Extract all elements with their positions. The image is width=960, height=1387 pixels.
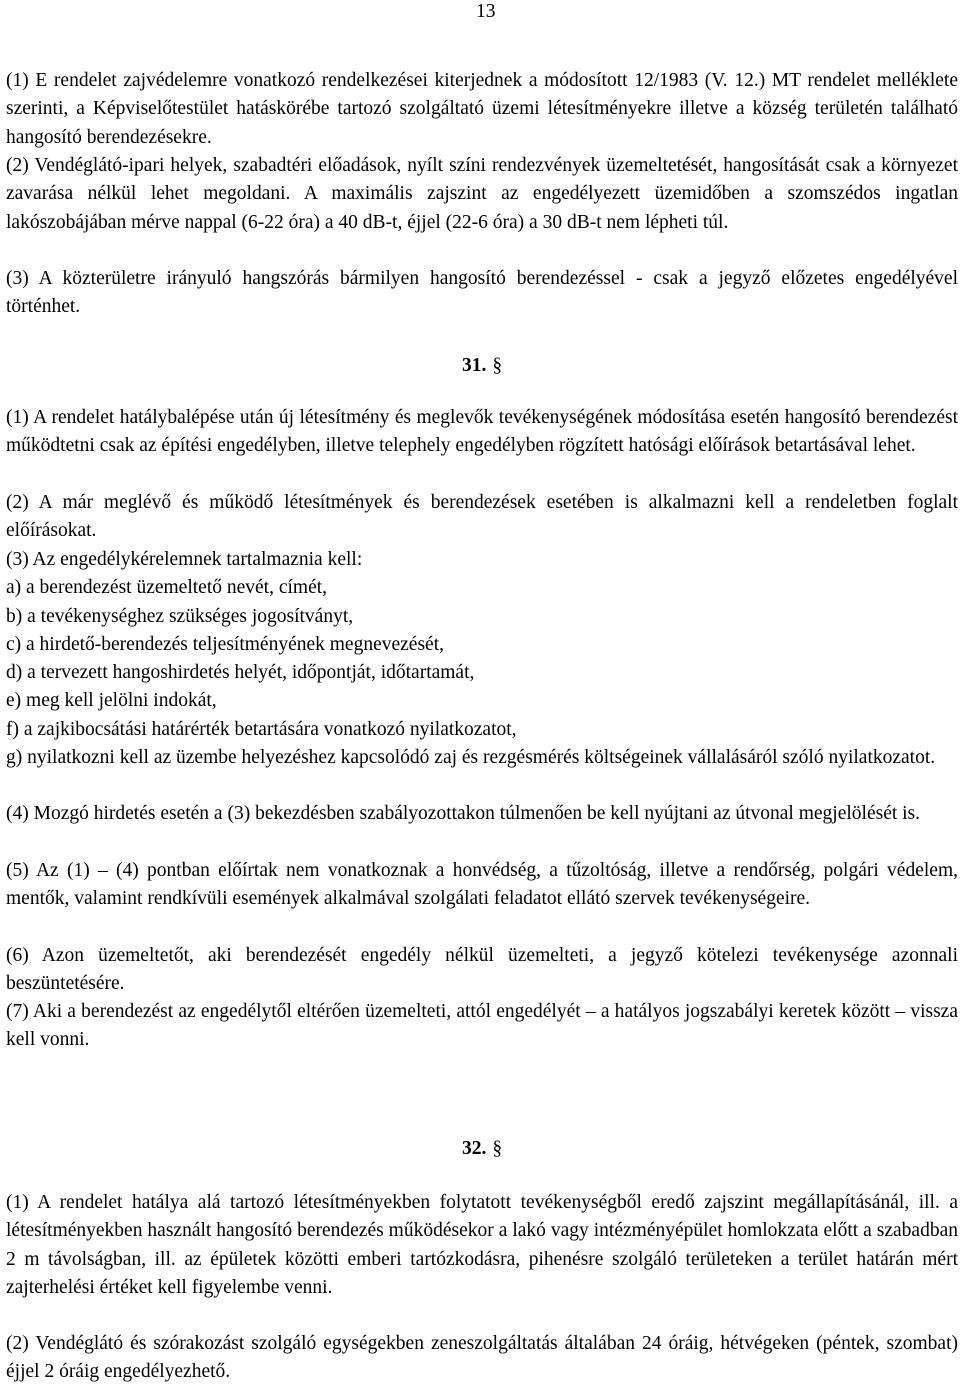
section-31-number: 31. xyxy=(461,355,487,376)
paragraph-a2: (2) Vendéglátó-ipari helyek, szabadtéri előadások, nyílt színi rendezvények üzemeltetését, hangosítását csak a környezet zavarása nélkül lehet megoldani. A maximális zajszint az engedélyezett üzemidőben a szomszédos ingatlan lakószobájában mérve nappal (6-22 óra) a 40 dB-t, éjjel (22-6 óra) a 30 dB-t nem lépheti túl. xyxy=(6,155,958,233)
section-31-symbol: § xyxy=(492,355,503,376)
paragraph-32-2: (2) Vendéglátó és szórakozást szolgáló egységekben zeneszolgáltatás általában 24 óráig, hétvégeken (péntek, szombat) éjjel 2 óráig engedélyezhető. xyxy=(6,1333,958,1383)
paragraph-31-2: (2) A már meglévő és működő létesítmények és berendezések esetében is alkalmazni kell a rendeletben foglalt előírásokat. xyxy=(6,492,958,542)
list-item-e: e) meg kell jelölni indokát, xyxy=(6,690,217,711)
list-item-g: g) nyilatkozni kell az üzembe helyezéshez kapcsolódó zaj és rezgésmérés költségeinek vállalásáról szóló nyilatkozatot. xyxy=(6,747,936,768)
paragraph-31-6: (6) Azon üzemeltetőt, aki berendezését engedély nélkül üzemelteti, a jegyző kötelezi tevékenysége azonnali beszüntetésére. xyxy=(6,945,958,995)
paragraph-32-1: (1) A rendelet hatálya alá tartozó létesítményekben folytatott tevékenységből eredő zajszint megállapításánál, ill. a létesítményekben használt hangosító berendezés működésekor a lakó vagy intézményépület homlokzata előtt a szabadban 2 m távolságban, ill. az épületek közötti emberi tartózkodásra, pihenésre szolgáló területeken a terület határán mért zajterhelési értéket kell figyelembe venni. xyxy=(6,1192,958,1298)
paragraph-31-3: (3) Az engedélykérelemnek tartalmaznia kell: xyxy=(6,549,363,570)
section-32-symbol: § xyxy=(492,1138,503,1159)
section-32-number: 32. xyxy=(461,1138,487,1159)
document-page xyxy=(6,0,958,1385)
page-number: 13 xyxy=(476,1,496,22)
paragraph-31-1: (1) A rendelet hatálybalépése után új létesítmény és meglevők tevékenységének módosítása esetén hangosító berendezést működtetni csak az építési engedélyben, illetve telephely engedélyben rögzített hatósági előírások betartásával lehet. xyxy=(6,407,958,457)
paragraph-a1: (1) E rendelet zajvédelemre vonatkozó rendelkezései kiterjednek a módosított 12/1983 (V. 12.) MT rendelet melléklete szerinti, a Képviselőtestület hatáskörébe tartozó szolgáltató üzemi létesítményekre illetve a község területén található hangosító berendezésekre. xyxy=(6,70,958,148)
list-item-d: d) a tervezett hangoshirdetés helyét, időpontját, időtartamát, xyxy=(6,662,475,683)
paragraph-a3: (3) A közterületre irányuló hangszórás bármilyen hangosító berendezéssel - csak a jegyző előzetes engedélyével történhet. xyxy=(6,268,958,318)
list-item-f: f) a zajkibocsátási határérték betartására vonatkozó nyilatkozatot, xyxy=(6,719,517,740)
list-item-a: a) a berendezést üzemeltető nevét, címét, xyxy=(6,577,328,598)
paragraph-31-4: (4) Mozgó hirdetés esetén a (3) bekezdésben szabályozottakon túlmenően be kell nyújtani az útvonal megjelölését is. xyxy=(6,803,921,824)
paragraph-31-5: (5) Az (1) – (4) pontban előírtak nem vonatkoznak a honvédség, a tűzoltóság, illetve a rendőrség, polgári védelem, mentők, valamint rendkívüli események alkalmával szolgálati feladatot ellátó szervek tevékenységeire. xyxy=(6,860,958,910)
section-31-heading xyxy=(6,352,958,380)
list-item-b: b) a tevékenységhez szükséges jogosítványt, xyxy=(6,606,354,627)
list-item-c: c) a hirdető-berendezés teljesítményének megnevezését, xyxy=(6,634,444,655)
paragraph-31-7: (7) Aki a berendezést az engedélytől eltérően üzemelteti, attól engedélyét – a hatályos jogszabályi keretek között – vissza kell vonni. xyxy=(6,1001,958,1051)
section-32-heading xyxy=(6,1135,958,1163)
